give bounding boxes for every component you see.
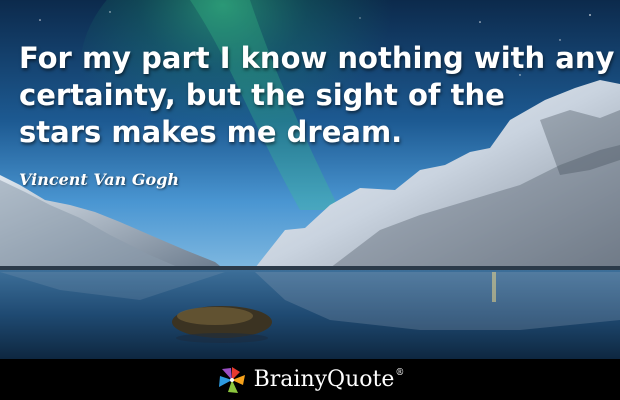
brainyquote-logo-link[interactable] xyxy=(216,365,405,395)
quote-line-1: For my part I know nothing with any xyxy=(19,41,615,75)
pinwheel-icon xyxy=(216,365,248,395)
quote-line-2: certainty, but the sight of the xyxy=(19,78,505,112)
quote-text xyxy=(19,40,615,151)
brand-name xyxy=(253,366,405,392)
quote-line-3: stars makes me dream. xyxy=(19,115,403,149)
quote-author[interactable]: Vincent Van Gogh xyxy=(19,170,180,189)
registered-mark: ® xyxy=(395,367,405,378)
brand-name-text: BrainyQuote xyxy=(253,366,395,392)
footer-bar xyxy=(0,359,620,400)
